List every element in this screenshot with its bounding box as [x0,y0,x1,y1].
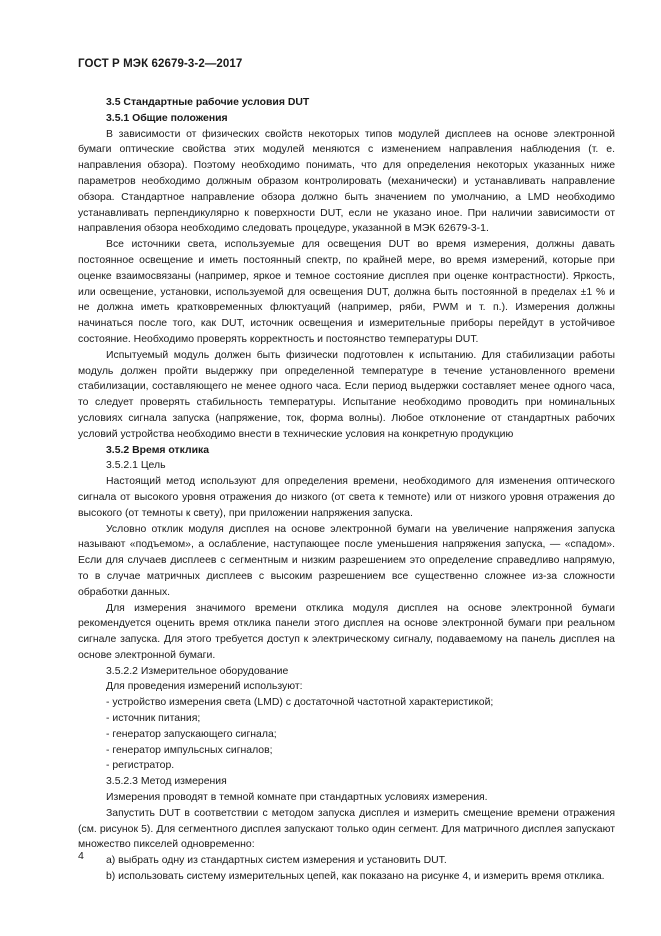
list-item: - генератор импульсных сигналов; [106,744,273,756]
document-header: ГОСТ Р МЭК 62679-3-2—2017 [78,58,243,70]
paragraph: Все источники света, используемые для освещения DUT во время измерения, должны давать постоянное освещение и иметь постоянный спектр, по крайней мере, во время измерений, которые при оценке взаимосвязаны (например, яркое и темное состояние дисплея при оценке контрастности). Яркость, или освещение, установки, используемой для освещения DUT, должна быть постоянной в пределах ±1 % и не должна иметь кратковременных флюктуаций (например, ряби, PWM и т. п.). Измерения должны начинаться после того, как DUT, источник освещения и измерительные приборы перейдут в устойчивое состояние. Необходимо проверять корректность и постоянство температуры DUT. [78,239,615,345]
list-item: b) использовать систему измерительных цепей, как показано на рисунке 4, и измерить время отклика. [106,871,605,883]
list-item: - регистратор. [106,760,175,772]
page-number: 4 [78,850,84,862]
section-3-5-2-2-title: 3.5.2.2 Измерительное оборудование [106,665,289,677]
paragraph: В зависимости от физических свойств некоторых типов модулей дисплеев на основе электронной бумаги оптические свойства этих модулей меняются с изменением направления наблюдения (т. е. направления обзора). Поэтому необходимо понимать, что для определения некоторых указанных ниже параметров необходимо должным образом контролировать (механически) и устанавливать направление обзора. Стандартное направление обзора должно быть значением по умолчанию, а LMD необходимо устанавливать перпендикулярно к поверхности DUT, если не указано иное. При наличии зависимости от направления обзора необходимо следовать процедуре, указанной в МЭК 62679-3-1. [78,128,615,235]
section-3-5-2-title: 3.5.2 Время отклика [106,444,210,456]
paragraph: Измерения проводят в темной комнате при стандартных условиях измерения. [106,792,488,804]
section-3-5-2-3-title: 3.5.2.3 Метод измерения [106,776,227,788]
paragraph: Условно отклик модуля дисплея на основе электронной бумаги на увеличение напряжения запуска называют «подъемом», а ослабление, наступающее после уменьшения напряжения запуска, — «спадом». Если для случаев дисплеев с сегментным и низким разрешением это определение справедливо напрямую, то в случае матричных дисплеев с высоким разрешением все существенно сложнее из-за сложности обработки данных. [78,523,615,598]
list-item: - источник питания; [106,713,201,725]
list-item: - устройство измерения света (LMD) с достаточной частотной характеристикой; [106,697,494,709]
paragraph: Для проведения измерений используют: [106,681,303,693]
paragraph: Запустить DUT в соответствии с методом запуска дисплея и измерить смещение времени отражения (см. рисунок 5). Для сегментного дисплея запускают только один сегмент. Для матричного дисплея запускают множество пикселей одновременно: [78,807,615,851]
document-body [78,95,615,885]
paragraph: Для измерения значимого времени отклика модуля дисплея на основе электронной бумаги рекомендуется оценить время отклика панели этого дисплея на основе электронной бумаги при реальном сигнале запуска. Для этого требуется доступ к электрическому сигналу, подаваемому на панель дисплея на основе электронной бумаги. [78,602,615,661]
section-3-5-title: 3.5 Стандартные рабочие условия DUT [106,97,310,108]
paragraph: Настоящий метод используют для определения времени, необходимого для изменения оптического сигнала от высокого уровня отражения до низкого (от света к темноте) или от низкого уровня отражения до высокого (от темноты к свету), при приложении напряжения запуска. [78,476,615,519]
section-3-5-2-1-title: 3.5.2.1 Цель [106,460,166,472]
section-3-5-1-title: 3.5.1 Общие положения [106,112,228,124]
list-item: - генератор запускающего сигнала; [106,728,277,740]
paragraph: Испытуемый модуль должен быть физически подготовлен к испытанию. Для стабилизации работы модуль должен пройти выдержку при определенной температуре в течение установленного времени стабилизации, составляющего не менее одного часа. Если период выдержки составляет менее одного часа, то следует проверять стабильность температуры. Испытание необходимо проводить при номинальных условиях сигнала запуска (напряжение, ток, форма волны). Любое отклонение от стандартных рабочих условий устройства необходимо внести в технические условия на конкретную продукцию [78,349,615,440]
list-item: а) выбрать одну из стандартных систем измерения и установить DUT. [106,855,447,867]
